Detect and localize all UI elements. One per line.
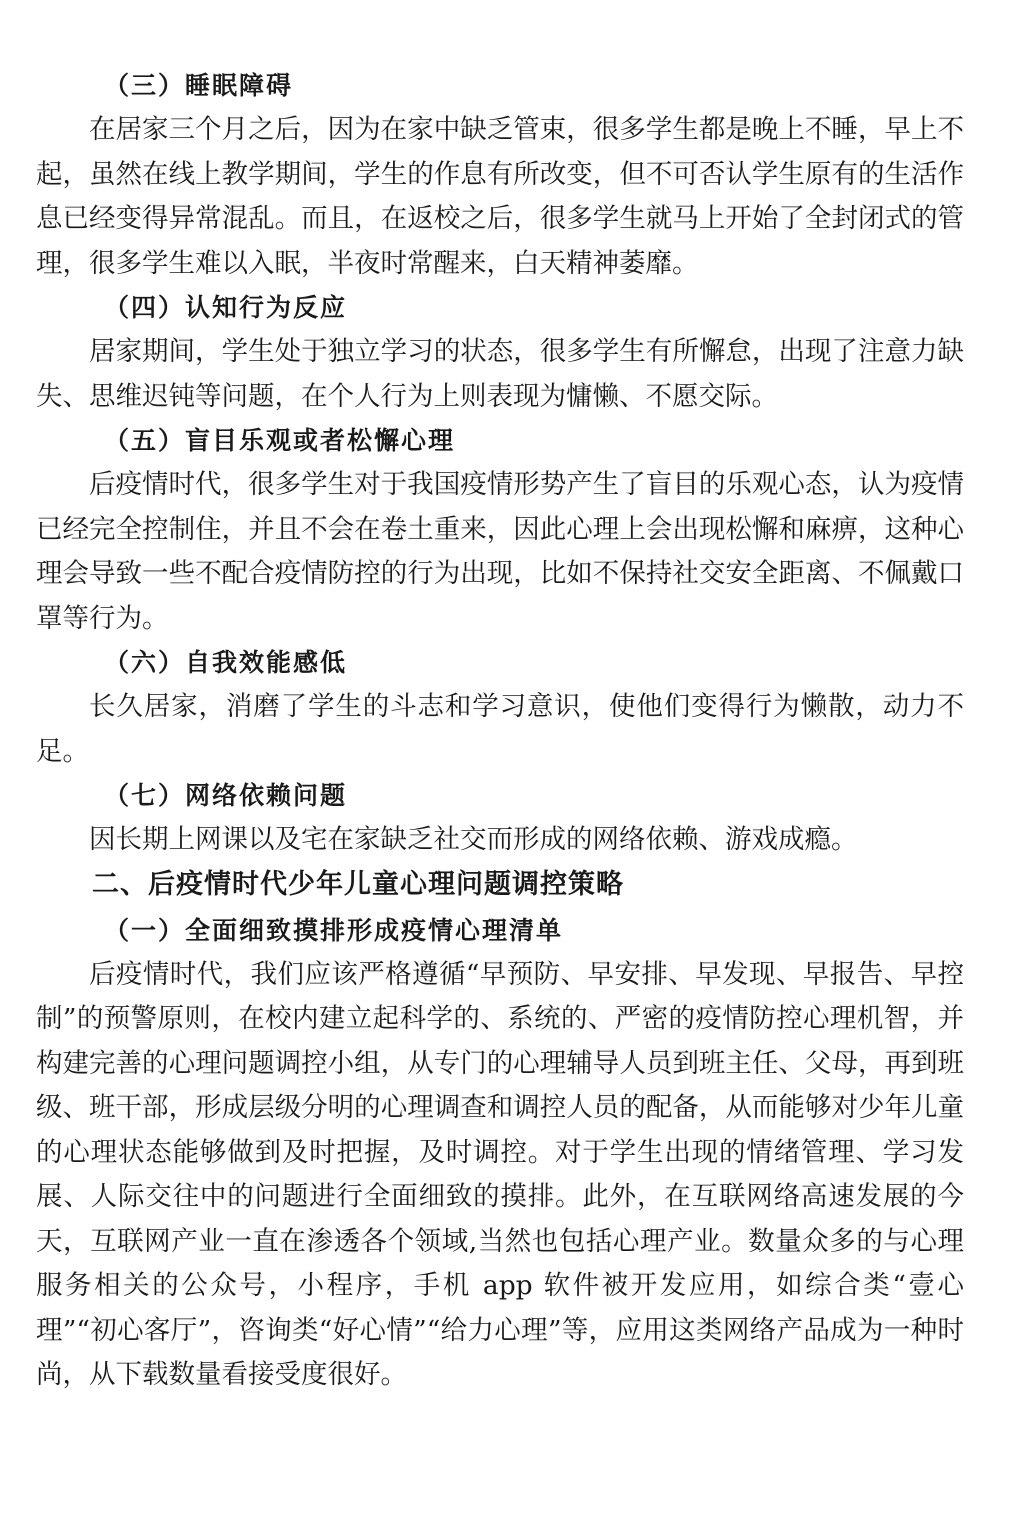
subheading-low-self-efficacy: （六）自我效能感低 [104,648,348,677]
subheading-blind-optimism: （五）盲目乐观或者松懈心理 [104,426,456,455]
paragraph-cognitive-behavior: 居家期间，学生处于独立学习的状态，很多学生有所懈怠，出现了注意力缺失、思维迟钝等问题，在个人行为上则表现为慵懒、不愿交际。 [36,336,964,412]
subheading-sleep-disorder: （三）睡眠障碍 [104,71,294,100]
paragraph-internet-dependence: 因长期上网课以及宅在家缺乏社交而形成的网络依赖、游戏成瘾。 [89,824,858,855]
subheading-cognitive-behavior: （四）认知行为反应 [104,293,348,322]
subheading-internet-dependence: （七）网络依赖问题 [104,781,348,810]
paragraph-thorough-screening: 后疫情时代，我们应该严格遵循“早预防、早安排、早发现、早报告、早控制”的预警原则，在校内建立起科学的、系统的、严密的疫情防控心理机智，并构建完善的心理问题调控小组，从专门的心理辅导人员到班主任、父母，再到班级、班干部，形成层级分明的心理调查和调控人员的配备，从而能够对少年儿童的心理状态能够做到及时把握，及时调控。对于学生出现的情绪管理、学习发展、人际交往中的问题进行全面细致的摸排。此外，在互联网络高速发展的今天，互联网产业一直在渗透各个领域,当然也包括心理产业。数量众多的与心理服务相关的公众号，小程序，手机 app 软件被开发应用，如综合类“壹心理”“初心客厅”，咨询类“好心情”“给力心理”等，应用这类网络产品成为一种时尚，从下载数量看接受度很好。 [36,958,964,1390]
paragraph-blind-optimism: 后疫情时代，很多学生对于我国疫情形势产生了盲目的乐观心态，认为疫情已经完全控制住，并且不会在卷土重来，因此心理上会出现松懈和麻痹，这种心理会导致一些不配合疫情防控的行为出现，比如不保持社交安全距离、不佩戴口罩等行为。 [36,469,964,634]
paragraph-low-self-efficacy: 长久居家，消磨了学生的斗志和学习意识，使他们变得行为懒散，动力不足。 [36,691,964,767]
section-heading-strategies: 二、后疫情时代少年儿童心理问题调控策略 [92,868,624,900]
subheading-thorough-screening: （一）全面细致摸排形成疫情心理清单 [104,915,564,945]
paragraph-sleep-disorder: 在居家三个月之后，因为在家中缺乏管束，很多学生都是晚上不睡，早上不起，虽然在线上教学期间，学生的作息有所改变，但不可否认学生原有的生活作息已经变得异常混乱。而且，在返校之后，很多学生就马上开始了全封闭式的管理，很多学生难以入眠，半夜时常醒来，白天精神萎靡。 [36,114,964,279]
